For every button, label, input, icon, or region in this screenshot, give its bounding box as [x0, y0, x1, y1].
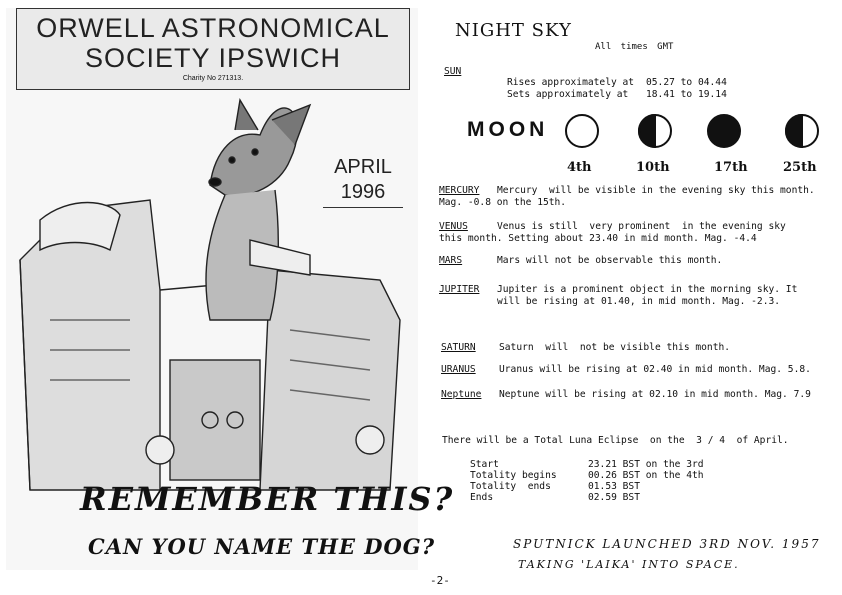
issue-month: APRIL: [334, 156, 392, 178]
jupiter-text-2: will be rising at 01.40, in mid month. Mag. -2.3.: [497, 296, 781, 307]
eclipse-intro: There will be a Total Luna Eclipse on the 3 / 4 of April.: [442, 435, 789, 446]
society-title-box: [16, 8, 410, 90]
eclipse-ends-time: 02.59 BST: [588, 492, 640, 503]
page-number: -2-: [430, 574, 450, 587]
night-sky-title: NIGHT SKY: [455, 20, 572, 41]
uranus-text: Uranus will be rising at 02.40 in mid month. Mag. 5.8.: [499, 364, 811, 375]
moon-day-2: 10th: [636, 160, 670, 175]
society-title-line1: ORWELL ASTRONOMICAL: [36, 13, 390, 43]
totality-ends-label: Totality ends: [470, 481, 551, 492]
totality-ends-time: 01.53 BST: [588, 481, 640, 492]
moon-phases: [560, 112, 830, 152]
name-the-dog-slogan: CAN YOU NAME THE DOG?: [88, 534, 436, 559]
society-title-line2: SOCIETY IPSWICH: [84, 43, 342, 73]
moon-label: MOON: [467, 118, 549, 141]
issue-year: 1996: [340, 181, 386, 203]
charity-number: Charity No 271313.: [182, 75, 244, 82]
laika-dog-sketch: [10, 90, 414, 510]
sun-sets-label: Sets approximately at: [507, 89, 629, 100]
eclipse-start-label: Start: [470, 459, 499, 470]
mercury-label: MERCURY: [439, 185, 480, 196]
sun-rises-value: 05.27 to 04.44: [646, 77, 727, 88]
sun-sets-value: 18.41 to 19.14: [646, 89, 727, 100]
totality-begins-time: 00.26 BST on the 4th: [588, 470, 704, 481]
saturn-label: SATURN: [441, 342, 476, 353]
sputnik-note-line2: TAKING 'LAIKA' INTO SPACE.: [518, 558, 740, 571]
mars-text: Mars will not be observable this month.: [497, 255, 723, 266]
remember-this-slogan: REMEMBER THIS?: [80, 480, 455, 518]
jupiter-label: JUPITER: [439, 284, 480, 295]
date-underline: [323, 207, 403, 208]
mercury-text-2: Mag. -0.8 on the 15th.: [439, 197, 567, 208]
moon-day-3: 17th: [714, 160, 748, 175]
jupiter-text-1: Jupiter is a prominent object in the morning sky. It: [497, 284, 798, 295]
venus-text-1: Venus is still very prominent in the evening sky: [497, 221, 786, 232]
totality-begins-label: Totality begins: [470, 470, 557, 481]
neptune-label: Neptune: [441, 389, 482, 400]
mars-label: MARS: [439, 255, 463, 266]
last-quarter-moon-icon: [639, 115, 671, 147]
full-moon-icon: [566, 115, 598, 147]
mercury-text-1: Mercury will be visible in the evening sky this month.: [497, 185, 815, 196]
sun-rises-label: Rises approximately at: [507, 77, 635, 88]
venus-label: VENUS: [439, 221, 468, 232]
sun-label: SUN: [444, 66, 462, 77]
times-note: All times GMT: [595, 42, 674, 52]
uranus-label: URANUS: [441, 364, 476, 375]
issue-date: [318, 155, 408, 208]
saturn-text: Saturn will not be visible this month.: [499, 342, 731, 353]
moon-day-4: 25th: [783, 160, 817, 175]
moon-day-1: 4th: [567, 160, 592, 175]
eclipse-ends-label: Ends: [470, 492, 494, 503]
first-quarter-moon-icon: [786, 115, 818, 147]
new-moon-icon: [708, 115, 740, 147]
neptune-text: Neptune will be rising at 02.10 in mid month. Mag. 7.9: [499, 389, 811, 400]
sputnik-note-line1: SPUTNICK LAUNCHED 3RD NOV. 1957: [513, 537, 821, 551]
venus-text-2: this month. Setting about 23.40 in mid month. Mag. -4.4: [439, 233, 757, 244]
eclipse-start-time: 23.21 BST on the 3rd: [588, 459, 704, 470]
